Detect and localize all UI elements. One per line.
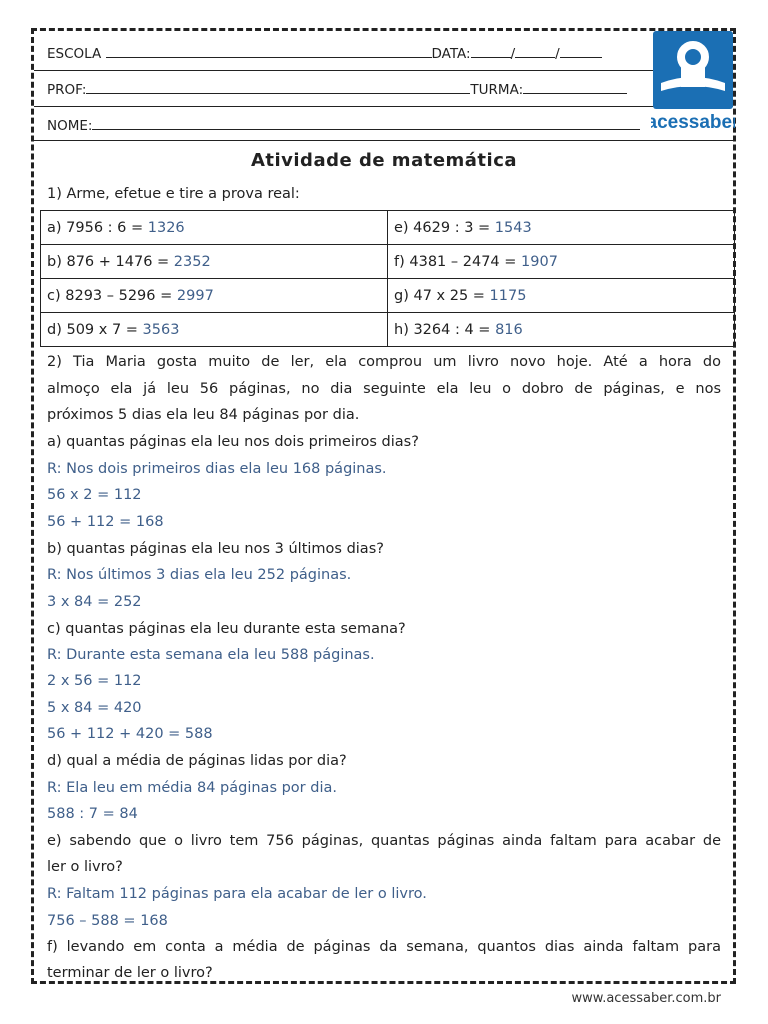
operation-expression: c) 8293 – 5296 = <box>47 287 177 304</box>
operations-row <box>41 245 735 279</box>
operation-expression: g) 47 x 25 = <box>394 287 490 304</box>
operations-row <box>41 211 735 245</box>
operation-expression: f) 4381 – 2474 = <box>394 253 522 270</box>
date-sep-1: / <box>510 46 516 62</box>
q2b-question: b) quantas páginas ela leu nos 3 últimos dias? <box>47 541 384 557</box>
operation-expression: h) 3264 : 4 = <box>394 321 496 338</box>
q2f-question-cont: terminar de ler o livro? <box>47 965 213 981</box>
nome-label: NOME: <box>47 118 93 134</box>
q2-text-line: 2) Tia Maria gosta muito de ler, ela comprou um livro novo hoje. Até a hora do <box>47 354 721 370</box>
q2d-question: d) qual a média de páginas lidas por dia? <box>47 753 347 769</box>
q2e-question: e) sabendo que o livro tem 756 páginas, quantas páginas ainda faltam para acabar de <box>47 833 721 849</box>
q2b-calc: 3 x 84 = 252 <box>47 594 142 610</box>
operations-row <box>41 279 735 313</box>
operation-expression: d) 509 x 7 = <box>47 321 143 338</box>
header-divider <box>34 106 733 107</box>
operations-row <box>41 313 735 347</box>
page-title: Atividade de matemática <box>250 150 518 171</box>
operation-result: 1907 <box>521 253 558 270</box>
turma-field[interactable] <box>523 80 627 94</box>
operation-cell <box>388 211 735 245</box>
q2c-calc: 56 + 112 + 420 = 588 <box>47 726 213 742</box>
q2d-answer: R: Ela leu em média 84 páginas por dia. <box>47 780 337 796</box>
q2e-question-cont: ler o livro? <box>47 859 123 875</box>
header-prof-row <box>47 80 627 98</box>
turma-label: TURMA: <box>470 82 524 98</box>
q2c-answer: R: Durante esta semana ela leu 588 páginas. <box>47 647 375 663</box>
operation-result: 2997 <box>176 287 214 304</box>
prof-label: PROF: <box>47 82 87 98</box>
header-escola-row <box>47 44 602 62</box>
operations-table <box>40 210 735 347</box>
q2-text-line: próximos 5 dias ela leu 84 páginas por dia. <box>47 407 360 423</box>
operation-cell <box>388 279 735 313</box>
q2-text-line: almoço ela já leu 56 páginas, no dia seguinte ela leu o dobro de páginas, e nos <box>47 381 721 397</box>
date-day-field[interactable] <box>471 44 511 58</box>
escola-label: ESCOLA <box>47 46 102 62</box>
operation-cell <box>41 211 388 245</box>
q2a-answer: R: Nos dois primeiros dias ela leu 168 páginas. <box>47 461 387 477</box>
operation-cell <box>41 245 388 279</box>
logo-icon <box>651 31 735 131</box>
operation-expression: b) 876 + 1476 = <box>47 253 174 270</box>
operation-result: 2352 <box>173 253 211 270</box>
q2e-answer: R: Faltam 112 páginas para ela acabar de ler o livro. <box>47 886 427 902</box>
footer-url[interactable]: www.acessaber.com.br <box>571 991 721 1006</box>
q2a-calc: 56 + 112 = 168 <box>47 514 164 530</box>
header-divider <box>34 70 733 71</box>
q2b-answer: R: Nos últimos 3 dias ela leu 252 páginas. <box>47 567 352 583</box>
q2e-calc: 756 – 588 = 168 <box>47 913 168 929</box>
operation-result: 1326 <box>147 219 185 236</box>
operation-result: 816 <box>495 321 523 338</box>
acessaber-logo <box>651 31 735 131</box>
data-label: DATA: <box>431 46 471 62</box>
escola-field[interactable] <box>106 44 432 58</box>
operation-cell <box>41 313 388 347</box>
q2c-calc: 5 x 84 = 420 <box>47 700 142 716</box>
nome-field[interactable] <box>92 116 640 130</box>
operation-cell <box>388 245 735 279</box>
operation-expression: a) 7956 : 6 = <box>47 219 148 236</box>
header-nome-row <box>47 116 640 134</box>
date-year-field[interactable] <box>560 44 602 58</box>
q2c-question: c) quantas páginas ela leu durante esta semana? <box>47 621 406 637</box>
operation-result: 1543 <box>494 219 532 236</box>
operation-result: 3563 <box>142 321 180 338</box>
date-sep-2: / <box>555 46 560 62</box>
operation-cell <box>41 279 388 313</box>
header-divider <box>34 140 733 141</box>
q1-prompt: 1) Arme, efetue e tire a prova real: <box>47 186 300 202</box>
q2d-calc: 588 : 7 = 84 <box>47 806 138 822</box>
operation-expression: e) 4629 : 3 = <box>394 219 495 236</box>
operation-result: 1175 <box>489 287 527 304</box>
date-month-field[interactable] <box>515 44 555 58</box>
svg-text:acessaber: acessaber <box>651 112 735 131</box>
prof-field[interactable] <box>86 80 470 94</box>
q2f-question: f) levando em conta a média de páginas da semana, quantos dias ainda faltam para <box>47 939 721 955</box>
operation-cell <box>388 313 735 347</box>
q2a-calc: 56 x 2 = 112 <box>47 487 142 503</box>
q2a-question: a) quantas páginas ela leu nos dois primeiros dias? <box>47 434 419 450</box>
q2c-calc: 2 x 56 = 112 <box>47 673 142 689</box>
